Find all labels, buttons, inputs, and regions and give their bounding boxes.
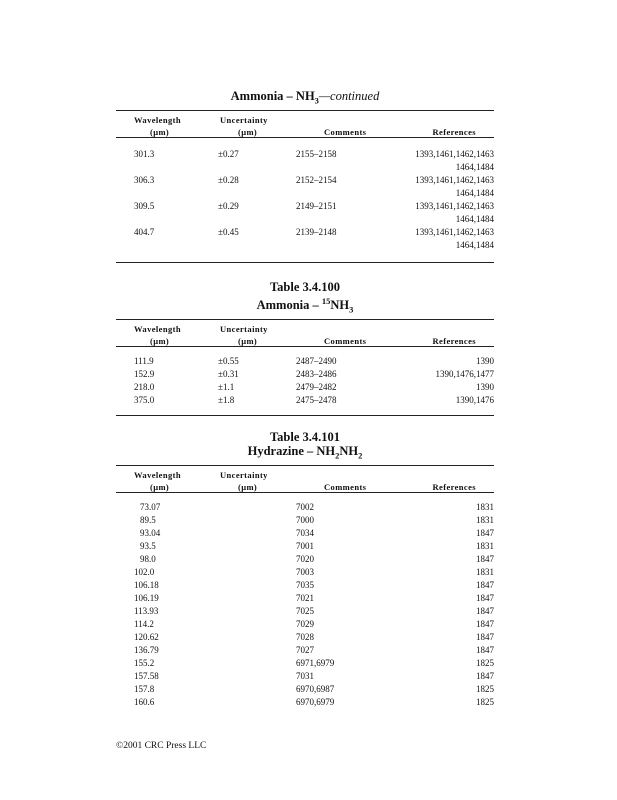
- header-uncertainty-unit: (μm): [238, 126, 258, 137]
- cell-comments: 7000: [296, 514, 314, 525]
- cell-comments: 2139–2148: [296, 226, 337, 237]
- cell-references: 1825: [476, 683, 494, 694]
- cell-references: 1847: [476, 527, 494, 538]
- cell-comments: 7027: [296, 644, 314, 655]
- cell-wavelength: 106.18: [134, 579, 159, 590]
- cell-comments: 7020: [296, 553, 314, 564]
- cell-wavelength: 157.58: [134, 670, 159, 681]
- cell-references: 1847: [476, 579, 494, 590]
- title-text: NH: [330, 298, 350, 313]
- header-references: References: [432, 481, 476, 492]
- cell-wavelength: 73.07: [140, 501, 161, 512]
- title-subscript: 3: [314, 95, 319, 106]
- cell-comments: 6970,6979: [296, 696, 335, 707]
- cell-references: 1390: [476, 355, 494, 366]
- cell-wavelength: 98.0: [140, 553, 156, 564]
- cell-references-cont: 1464,1484: [455, 213, 494, 224]
- cell-references: 1847: [476, 592, 494, 603]
- cell-comments: 7021: [296, 592, 314, 603]
- title-superscript: 15: [321, 296, 331, 306]
- rule-bottom: [116, 262, 494, 263]
- cell-references: 1847: [476, 631, 494, 642]
- header-uncertainty-unit: (μm): [238, 481, 258, 492]
- table-3-4-100: [116, 280, 494, 416]
- cell-references: 1393,1461,1462,1463: [415, 226, 494, 237]
- cell-comments: 2149–2151: [296, 200, 337, 211]
- cell-wavelength: 93.5: [140, 540, 156, 551]
- title-subscript-2: 2: [358, 450, 363, 461]
- cell-comments: 7029: [296, 618, 314, 629]
- cell-comments: 6970,6987: [296, 683, 335, 694]
- table-body: [116, 347, 494, 415]
- cell-uncertainty: ±0.55: [218, 355, 239, 366]
- cell-comments: 2483–2486: [296, 368, 337, 379]
- cell-references-cont: 1464,1484: [455, 187, 494, 198]
- table-3-4-101: [116, 430, 494, 713]
- cell-references: 1390,1476: [455, 394, 494, 405]
- table-body: [116, 493, 494, 713]
- cell-uncertainty: ±1.8: [218, 394, 235, 405]
- cell-comments: 7025: [296, 605, 314, 616]
- rule-bottom: [116, 415, 494, 416]
- cell-references: 1831: [476, 514, 494, 525]
- cell-references: 1847: [476, 670, 494, 681]
- table-title: [116, 89, 494, 108]
- cell-references: 1393,1461,1462,1463: [415, 200, 494, 211]
- header-wavelength-unit: (μm): [150, 481, 170, 492]
- cell-references: 1390,1476,1477: [435, 368, 494, 379]
- cell-comments: 7034: [296, 527, 314, 538]
- cell-wavelength: 152.9: [134, 368, 155, 379]
- header-comments: Comments: [324, 126, 367, 137]
- copyright-footer: ©2001 CRC Press LLC: [116, 741, 207, 751]
- cell-wavelength: 136.79: [134, 644, 159, 655]
- table-body: [116, 138, 494, 262]
- table-title: [116, 444, 494, 463]
- cell-uncertainty: ±0.27: [218, 148, 239, 159]
- cell-wavelength: 155.2: [134, 657, 155, 668]
- table-title: [116, 294, 494, 317]
- cell-uncertainty: ±0.31: [218, 368, 239, 379]
- table-header: [116, 466, 494, 492]
- table-caption: Table 3.4.101: [269, 430, 341, 444]
- cell-wavelength: 301.3: [134, 148, 155, 159]
- cell-references: 1831: [476, 540, 494, 551]
- header-wavelength: Wavelength: [134, 114, 181, 125]
- cell-wavelength: 106.19: [134, 592, 159, 603]
- cell-comments: 2479–2482: [296, 381, 337, 392]
- title-subscript: 2: [335, 450, 340, 461]
- header-uncertainty: Uncertainty: [220, 469, 268, 480]
- cell-references: 1847: [476, 618, 494, 629]
- table-ammonia-nh3-continued: [116, 89, 494, 263]
- cell-references: 1825: [476, 657, 494, 668]
- cell-comments: 7031: [296, 670, 314, 681]
- title-prefix: Ammonia –: [256, 298, 322, 313]
- cell-references: 1390: [476, 381, 494, 392]
- cell-wavelength: 93.04: [140, 527, 161, 538]
- cell-comments: 2152–2154: [296, 174, 337, 185]
- cell-references: 1831: [476, 566, 494, 577]
- table-header: [116, 111, 494, 137]
- cell-wavelength: 157.8: [134, 683, 155, 694]
- cell-comments: 7001: [296, 540, 314, 551]
- cell-wavelength: 114.2: [134, 618, 154, 629]
- cell-wavelength: 102.0: [134, 566, 155, 577]
- title-text-2: NH: [339, 444, 359, 458]
- cell-wavelength: 404.7: [134, 226, 155, 237]
- title-subscript: 3: [349, 304, 354, 315]
- cell-comments: 6971,6979: [296, 657, 335, 668]
- cell-wavelength: 218.0: [134, 381, 155, 392]
- header-references: References: [432, 335, 476, 346]
- cell-references: 1847: [476, 553, 494, 564]
- table-caption: Table 3.4.100: [269, 280, 341, 294]
- header-wavelength: Wavelength: [134, 323, 181, 334]
- cell-wavelength: 120.62: [134, 631, 159, 642]
- cell-wavelength: 111.9: [134, 355, 154, 366]
- cell-references-cont: 1464,1484: [455, 239, 494, 250]
- header-wavelength-unit: (μm): [150, 335, 170, 346]
- cell-uncertainty: ±1.1: [218, 381, 235, 392]
- cell-references: 1393,1461,1462,1463: [415, 174, 494, 185]
- cell-comments: 7028: [296, 631, 314, 642]
- header-wavelength-unit: (μm): [150, 126, 170, 137]
- header-comments: Comments: [324, 481, 367, 492]
- cell-uncertainty: ±0.45: [218, 226, 239, 237]
- cell-wavelength: 113.93: [134, 605, 159, 616]
- cell-wavelength: 89.5: [140, 514, 156, 525]
- cell-comments: 2155–2158: [296, 148, 337, 159]
- cell-references: 1847: [476, 644, 494, 655]
- header-references: References: [432, 126, 476, 137]
- cell-references: 1831: [476, 501, 494, 512]
- cell-wavelength: 309.5: [134, 200, 155, 211]
- cell-comments: 7003: [296, 566, 314, 577]
- cell-uncertainty: ±0.29: [218, 200, 239, 211]
- cell-wavelength: 306.3: [134, 174, 155, 185]
- cell-references: 1847: [476, 605, 494, 616]
- title-continued: —continued: [318, 89, 380, 103]
- cell-comments: 2475–2478: [296, 394, 337, 405]
- cell-references: 1825: [476, 696, 494, 707]
- table-header: [116, 320, 494, 346]
- cell-comments: 7035: [296, 579, 314, 590]
- header-uncertainty: Uncertainty: [220, 114, 268, 125]
- header-uncertainty-unit: (μm): [238, 335, 258, 346]
- cell-references-cont: 1464,1484: [455, 161, 494, 172]
- header-uncertainty: Uncertainty: [220, 323, 268, 334]
- cell-wavelength: 375.0: [134, 394, 155, 405]
- cell-comments: 2487–2490: [296, 355, 337, 366]
- cell-wavelength: 160.6: [134, 696, 155, 707]
- header-comments: Comments: [324, 335, 367, 346]
- cell-references: 1393,1461,1462,1463: [415, 148, 494, 159]
- title-text: Ammonia – NH: [230, 89, 315, 103]
- cell-uncertainty: ±0.28: [218, 174, 239, 185]
- cell-comments: 7002: [296, 501, 314, 512]
- header-wavelength: Wavelength: [134, 469, 181, 480]
- title-text: Hydrazine – NH: [247, 444, 336, 458]
